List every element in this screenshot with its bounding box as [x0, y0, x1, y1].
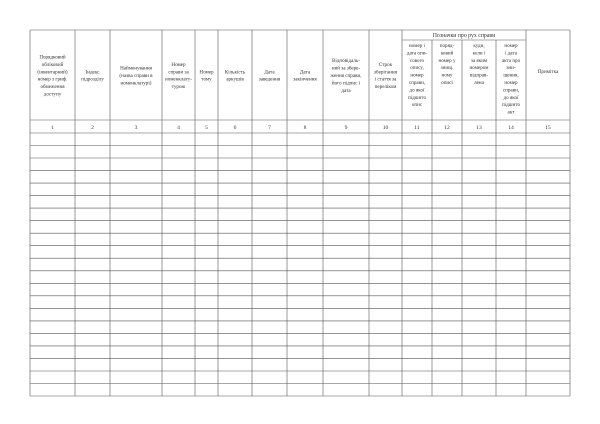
column-number-14: 14	[508, 125, 514, 131]
column-header-3: Найменування (назва справи в номенклатурі)	[119, 65, 153, 87]
column-number-12: 12	[444, 125, 450, 131]
column-header-2: Індекс підрозділу	[81, 69, 104, 83]
column-number-15: 15	[545, 125, 551, 131]
column-number-1: 1	[51, 125, 54, 131]
column-number-9: 9	[344, 125, 348, 131]
column-header-9: Відповідаль-ний за збере-ження справи, його підпис і дата	[330, 58, 362, 94]
column-header-8: Дата закінчення	[293, 69, 317, 83]
column-number-7: 7	[268, 125, 271, 131]
column-header-11: номер і дата опи-сового опису, номер справи, до якої підшито опис	[406, 43, 428, 109]
column-headers	[37, 33, 559, 116]
column-number-2: 2	[91, 125, 94, 131]
column-number-8: 8	[303, 125, 307, 131]
column-number-13: 13	[476, 125, 482, 131]
column-header-4: Номер справи за номенклату-турою	[165, 61, 192, 91]
column-header-10: Строк зберігання і стаття за переліком	[374, 61, 397, 91]
column-header-5: Номер тому	[199, 69, 214, 83]
column-header-6: Кількість аркушів	[224, 69, 246, 83]
group-header-movement: Позначки про рух справи	[432, 33, 496, 39]
column-header-15: Примітка	[537, 69, 559, 75]
column-header-13: куди, коли і за яким номером відправ-лена	[469, 43, 489, 86]
column-number-5: 5	[205, 125, 208, 131]
column-header-1: Порядковий обліковий (інвентарний) номер з гриф. обмеження доступу	[37, 54, 68, 98]
column-header-14: номер і дата акта про зни-щення, номер справи, до якої підшито акт	[501, 43, 521, 116]
column-numbers	[51, 125, 551, 131]
column-number-11: 11	[414, 125, 420, 131]
column-header-12: поряд-ковий номер у знищ. ному описі	[438, 43, 456, 86]
column-number-6: 6	[233, 125, 237, 131]
table-grid	[30, 30, 570, 396]
column-number-3: 3	[134, 125, 138, 131]
column-number-10: 10	[382, 125, 389, 131]
blank-rows	[30, 146, 570, 384]
column-header-7: Дата заведення	[258, 69, 281, 83]
column-number-4: 4	[177, 125, 180, 131]
